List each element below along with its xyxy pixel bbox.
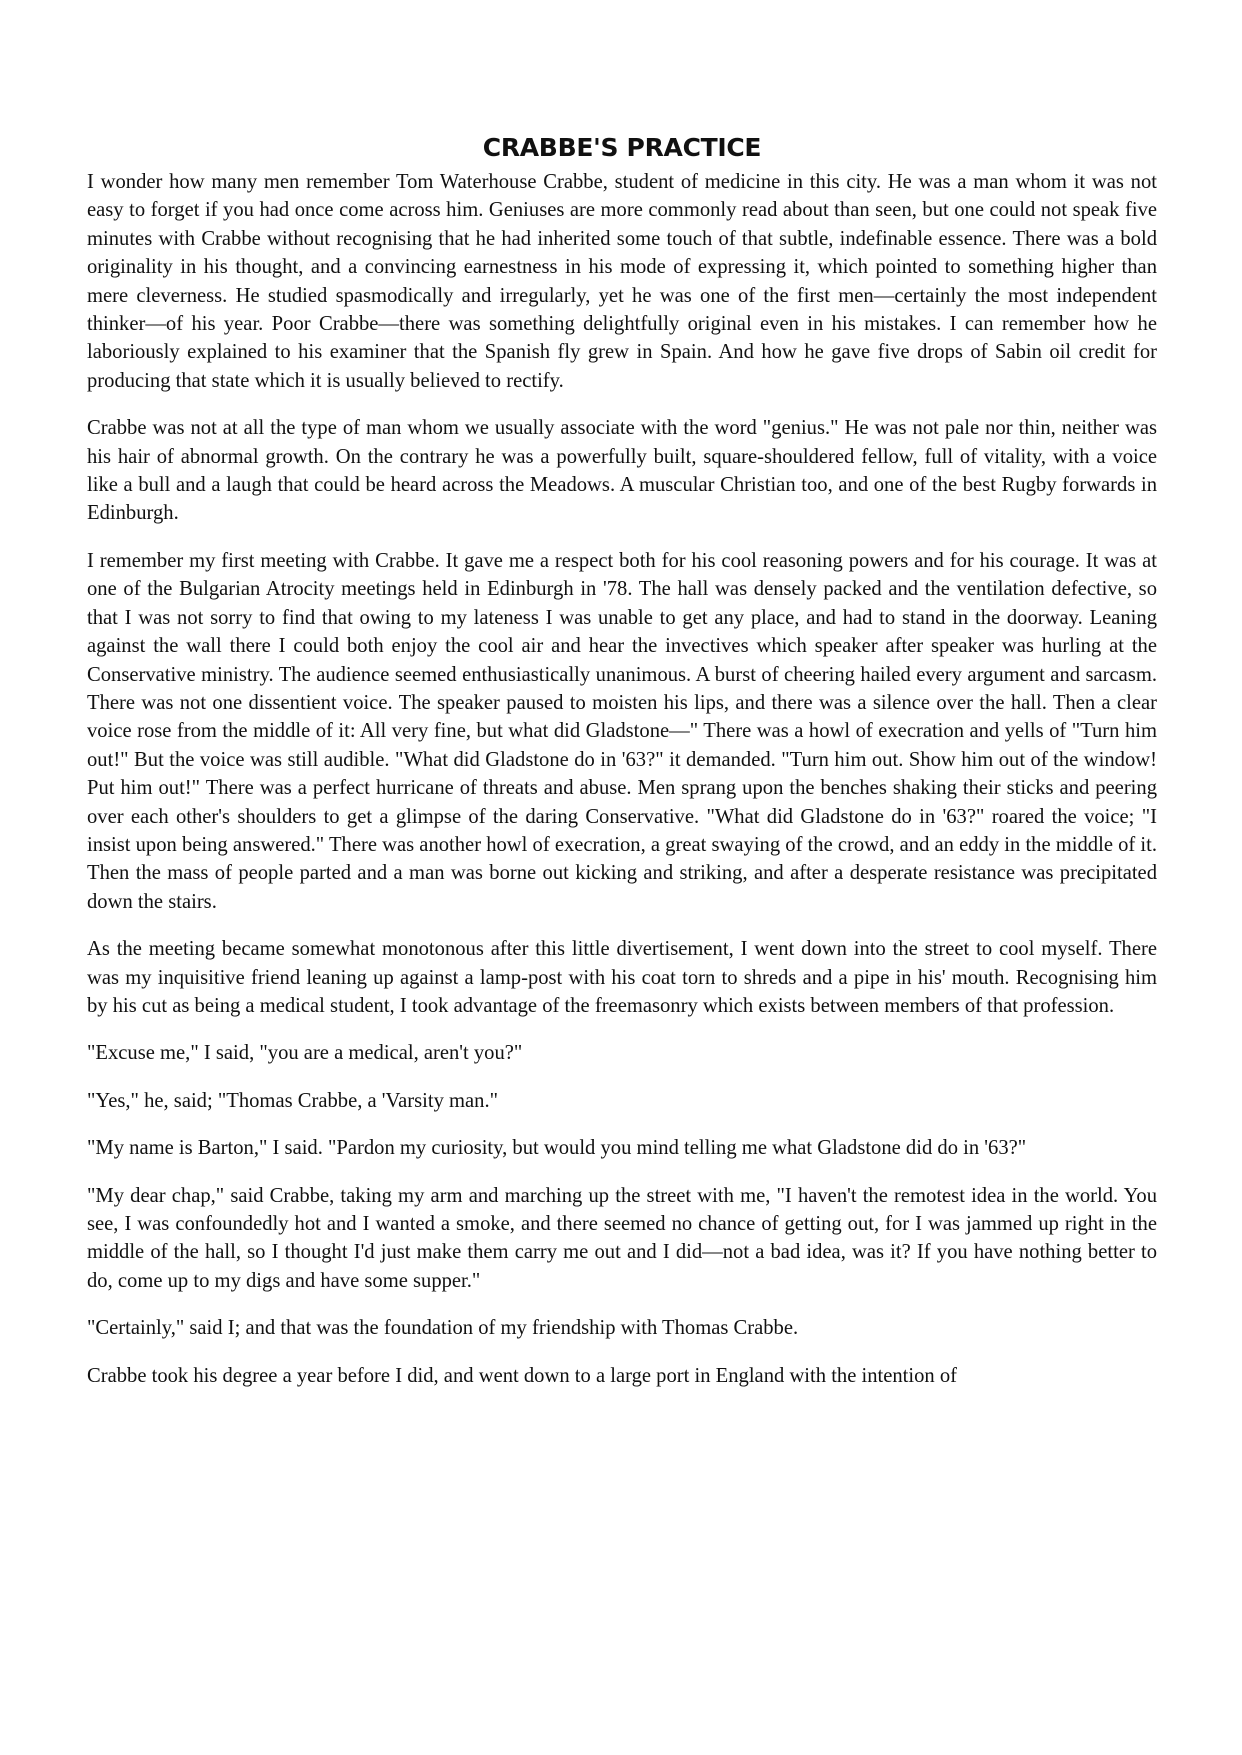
paragraph: "Yes," he, said; "Thomas Crabbe, a 'Varsity man." [87,1089,499,1112]
paragraph: "My name is Barton," I said. "Pardon my curiosity, but would you mind telling me what Gladstone did do in '63?" [87,1137,1027,1160]
paragraph: "My dear chap," said Crabbe, taking my arm and marching up the street with me, "I haven't the remotest idea in the world. You see, I was confoundedly hot and I wanted a smoke, and there seemed no chance of getting out, for I was jammed up right in the middle of the hall, so I thought I'd just make them carry me out and I did—not a bad idea, was it? If you have nothing better to do, come up to my digs and have some supper." [87,1184,1157,1292]
paragraph: Crabbe was not at all the type of man whom we usually associate with the word "genius." He was not pale nor thin, neither was his hair of abnormal growth. On the contrary he was a powerfully built, square-shouldered fellow, full of vitality, with a voice like a bull and a laugh that could be heard across the Meadows. A muscular Christian too, and one of the best Rugby forwards in Edinburgh. [87,417,1157,525]
document-title: CRABBE'S PRACTICE [482,133,762,162]
paragraph-truncated: Crabbe took his degree a year before I did, and went down to a large port in England with the intention of [87,1364,958,1387]
paragraph: "Excuse me," I said, "you are a medical, aren't you?" [87,1042,523,1065]
paragraph: As the meeting became somewhat monotonous after this little divertisement, I went down into the street to cool myself. There was my inquisitive friend leaning up against a lamp-post with his coat torn to shreds and a pipe in his' mouth. Recognising him by his cut as being a medical student, I took advantage of the freemasonry which exists between members of that profession. [87,938,1157,1017]
paragraph: I remember my first meeting with Crabbe. It gave me a respect both for his cool reasoning powers and for his courage. It was at one of the Bulgarian Atrocity meetings held in Edinburgh in '78. The hall was densely packed and the ventilation defective, so that I was not sorry to find that owing to my lateness I was unable to get any place, and had to stand in the doorway. Leaning against the wall there I could both enjoy the cool air and hear the invectives which speaker after speaker was hurling at the Conservative ministry. The audience seemed enthusiastically unanimous. A burst of cheering hailed every argument and sarcasm. There was not one dissentient voice. The speaker paused to moisten his lips, and there was a silence over the hall. Then a clear voice rose from the middle of it: All very fine, but what did Gladstone—" There was a howl of execration and yells of "Turn him out!" But the voice was still audible. "What did Gladstone do in '63?" it demanded. "Turn him out. Show him out of the window! Put him out!" There was a perfect hurricane of threats and abuse. Men sprang upon the benches shaking their sticks and peering over each other's shoulders to get a glimpse of the daring Conservative. "What did Gladstone do in '63?" roared the voice; "I insist upon being answered." There was another howl of execration, a great swaying of the crowd, and an eddy in the middle of it. Then the mass of people parted and a man was borne out kicking and striking, and after a desperate resistance was precipitated down the stairs. [87,549,1158,913]
paragraph: I wonder how many men remember Tom Waterhouse Crabbe, student of medicine in this city. He was a man whom it was not easy to forget if you had once come across him. Geniuses are more commonly read about than seen, but one could not speak five minutes with Crabbe without recognising that he had inherited some touch of that subtle, indefinable essence. There was a bold originality in his thought, and a convincing earnestness in his mode of expressing it, which pointed to something higher than mere cleverness. He studied spasmodically and irregularly, yet he was one of the first men—certainly the most independent thinker—of his year. Poor Crabbe—there was something delightfully original even in his mistakes. I can remember how he laboriously explained to his examiner that the Spanish fly grew in Spain. And how he gave five drops of Sabin oil credit for producing that state which it is usually believed to rectify. [87,171,1157,392]
document-page [87,133,1157,1409]
paragraph: "Certainly," said I; and that was the foundation of my friendship with Thomas Crabbe. [87,1317,799,1340]
